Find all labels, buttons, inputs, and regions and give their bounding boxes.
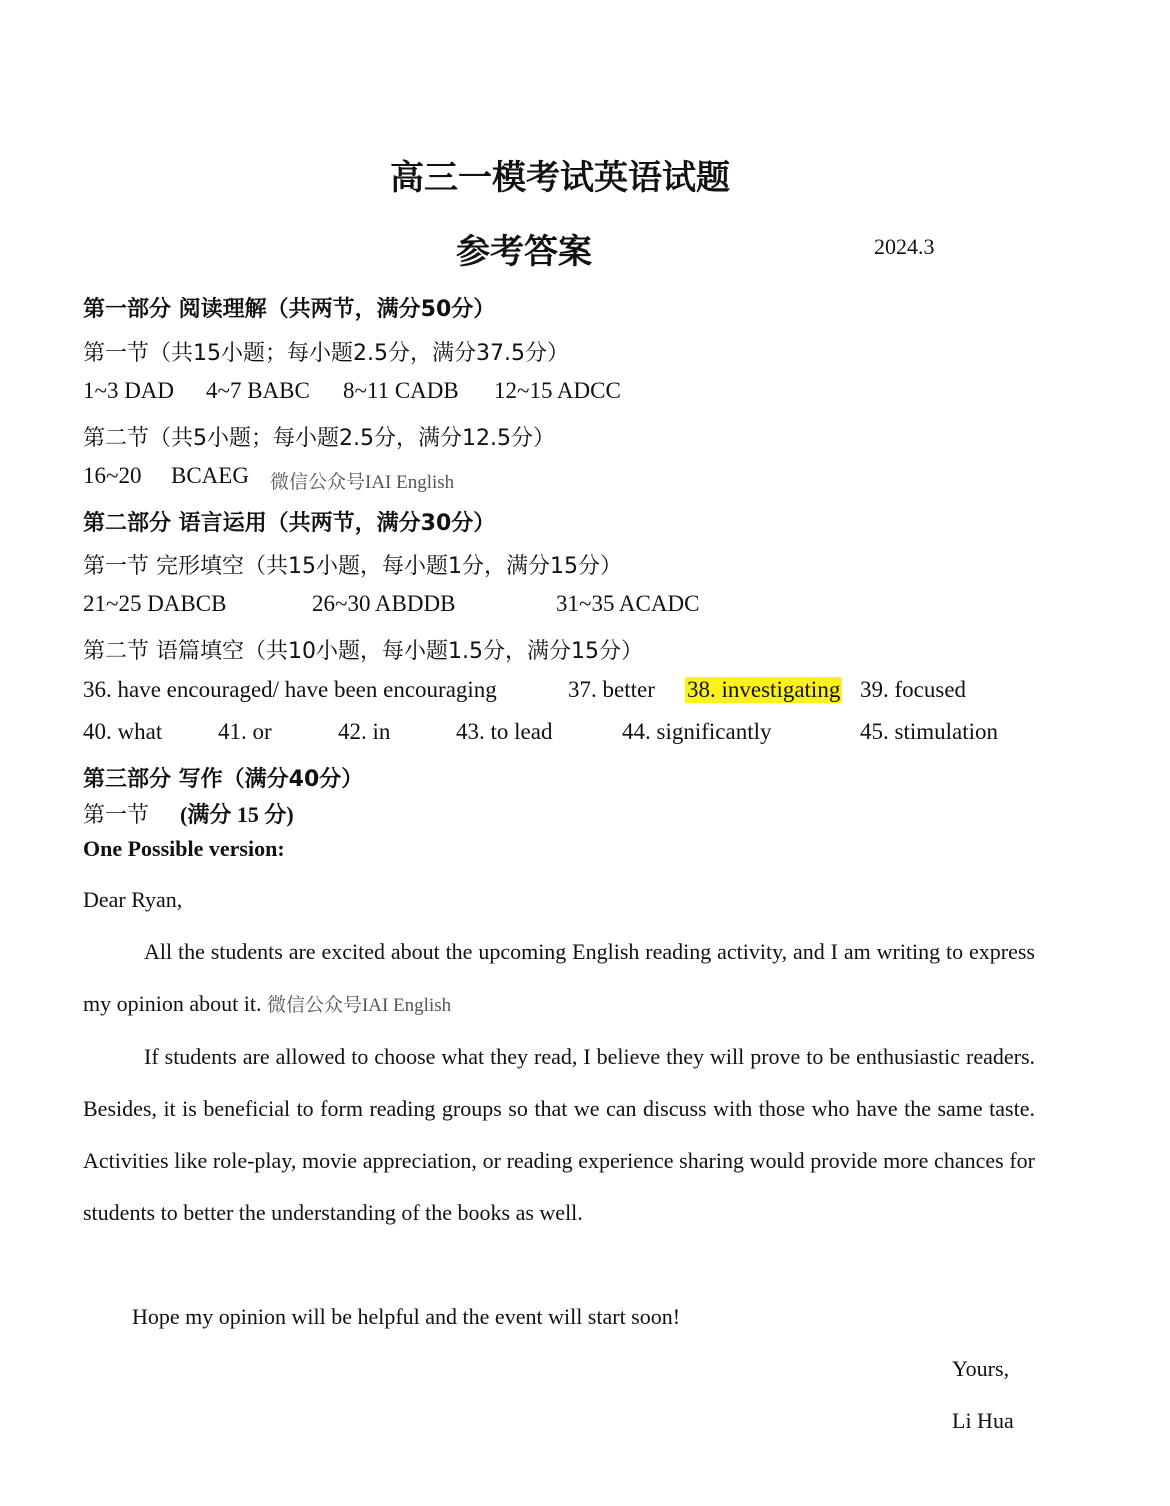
answer-1-3: 1~3 DAD bbox=[83, 378, 175, 403]
letter-paragraph-2: If students are allowed to choose what they read, I believe they will prove to be enthusiastic readers. Besides, it is beneficial to form reading groups so that we can discuss with those who have the same taste. Activities like role-play, movie appreciation, or reading experience sharing would provide more chances for students to better the understanding of the books as well. bbox=[83, 1044, 1035, 1225]
answer-8-11: 8~11 CADB bbox=[343, 378, 459, 403]
part2-heading: 第二部分 语言运用（共两节，满分30分） bbox=[83, 511, 496, 536]
answer-41: 41. or bbox=[218, 719, 272, 744]
answer-16-20-label: 16~20 bbox=[83, 463, 142, 488]
answer-45: 45. stimulation bbox=[860, 719, 998, 744]
watermark-text: 微信公众号IAI English bbox=[266, 995, 452, 1016]
answer-37: 37. better bbox=[568, 677, 655, 702]
part3-sec1-score: (满分 15 分) bbox=[180, 802, 294, 827]
answer-39: 39. focused bbox=[860, 677, 967, 702]
answer-36: 36. have encouraged/ have been encouraging bbox=[83, 677, 497, 702]
answer-21-25: 21~25 DABCB bbox=[83, 591, 227, 616]
page-title: 高三一模考试英语试题 bbox=[390, 158, 730, 198]
watermark-text: 微信公众号IAI English bbox=[270, 472, 455, 493]
letter-closing: Yours, bbox=[952, 1356, 1010, 1381]
part3-sec1-heading: 第一节 bbox=[83, 803, 150, 828]
answer-4-7: 4~7 BABC bbox=[206, 378, 310, 403]
answer-26-30: 26~30 ABDDB bbox=[312, 591, 456, 616]
letter-paragraph-1: All the students are excited about the upcoming English reading activity, and I am writing to express my opinion about it. 微信公众号IAI English bbox=[83, 939, 1035, 1016]
answer-31-35: 31~35 ACADC bbox=[556, 591, 700, 616]
letter-signature: Li Hua bbox=[952, 1408, 1014, 1433]
answer-12-15: 12~15 ADCC bbox=[494, 378, 621, 403]
part2-sec2-heading: 第二节 语篇填空（共10小题，每小题1.5分，满分15分） bbox=[83, 639, 643, 664]
answer-43: 43. to lead bbox=[456, 719, 553, 744]
part2-sec1-heading: 第一节 完形填空（共15小题，每小题1分，满分15分） bbox=[83, 554, 622, 579]
answer-16-20: BCAEG bbox=[171, 463, 249, 488]
letter-greeting: Dear Ryan, bbox=[83, 887, 183, 912]
part1-sec1-heading: 第一节（共15小题；每小题2.5分，满分37.5分） bbox=[83, 341, 569, 366]
part3-heading: 第三部分 写作（满分40分） bbox=[83, 767, 364, 792]
part1-heading: 第一部分 阅读理解（共两节，满分50分） bbox=[83, 297, 496, 322]
answer-38-highlighted: 38. investigating bbox=[687, 677, 841, 702]
answer-40: 40. what bbox=[83, 719, 163, 744]
version-label: One Possible version: bbox=[83, 836, 285, 861]
exam-date: 2024.3 bbox=[874, 234, 935, 259]
answer-44: 44. significantly bbox=[622, 719, 772, 744]
page-subtitle: 参考答案 bbox=[456, 232, 592, 272]
part1-sec2-heading: 第二节（共5小题；每小题2.5分，满分12.5分） bbox=[83, 426, 555, 451]
answer-42: 42. in bbox=[338, 719, 391, 744]
letter-paragraph-3: Hope my opinion will be helpful and the event will start soon! bbox=[132, 1304, 681, 1329]
